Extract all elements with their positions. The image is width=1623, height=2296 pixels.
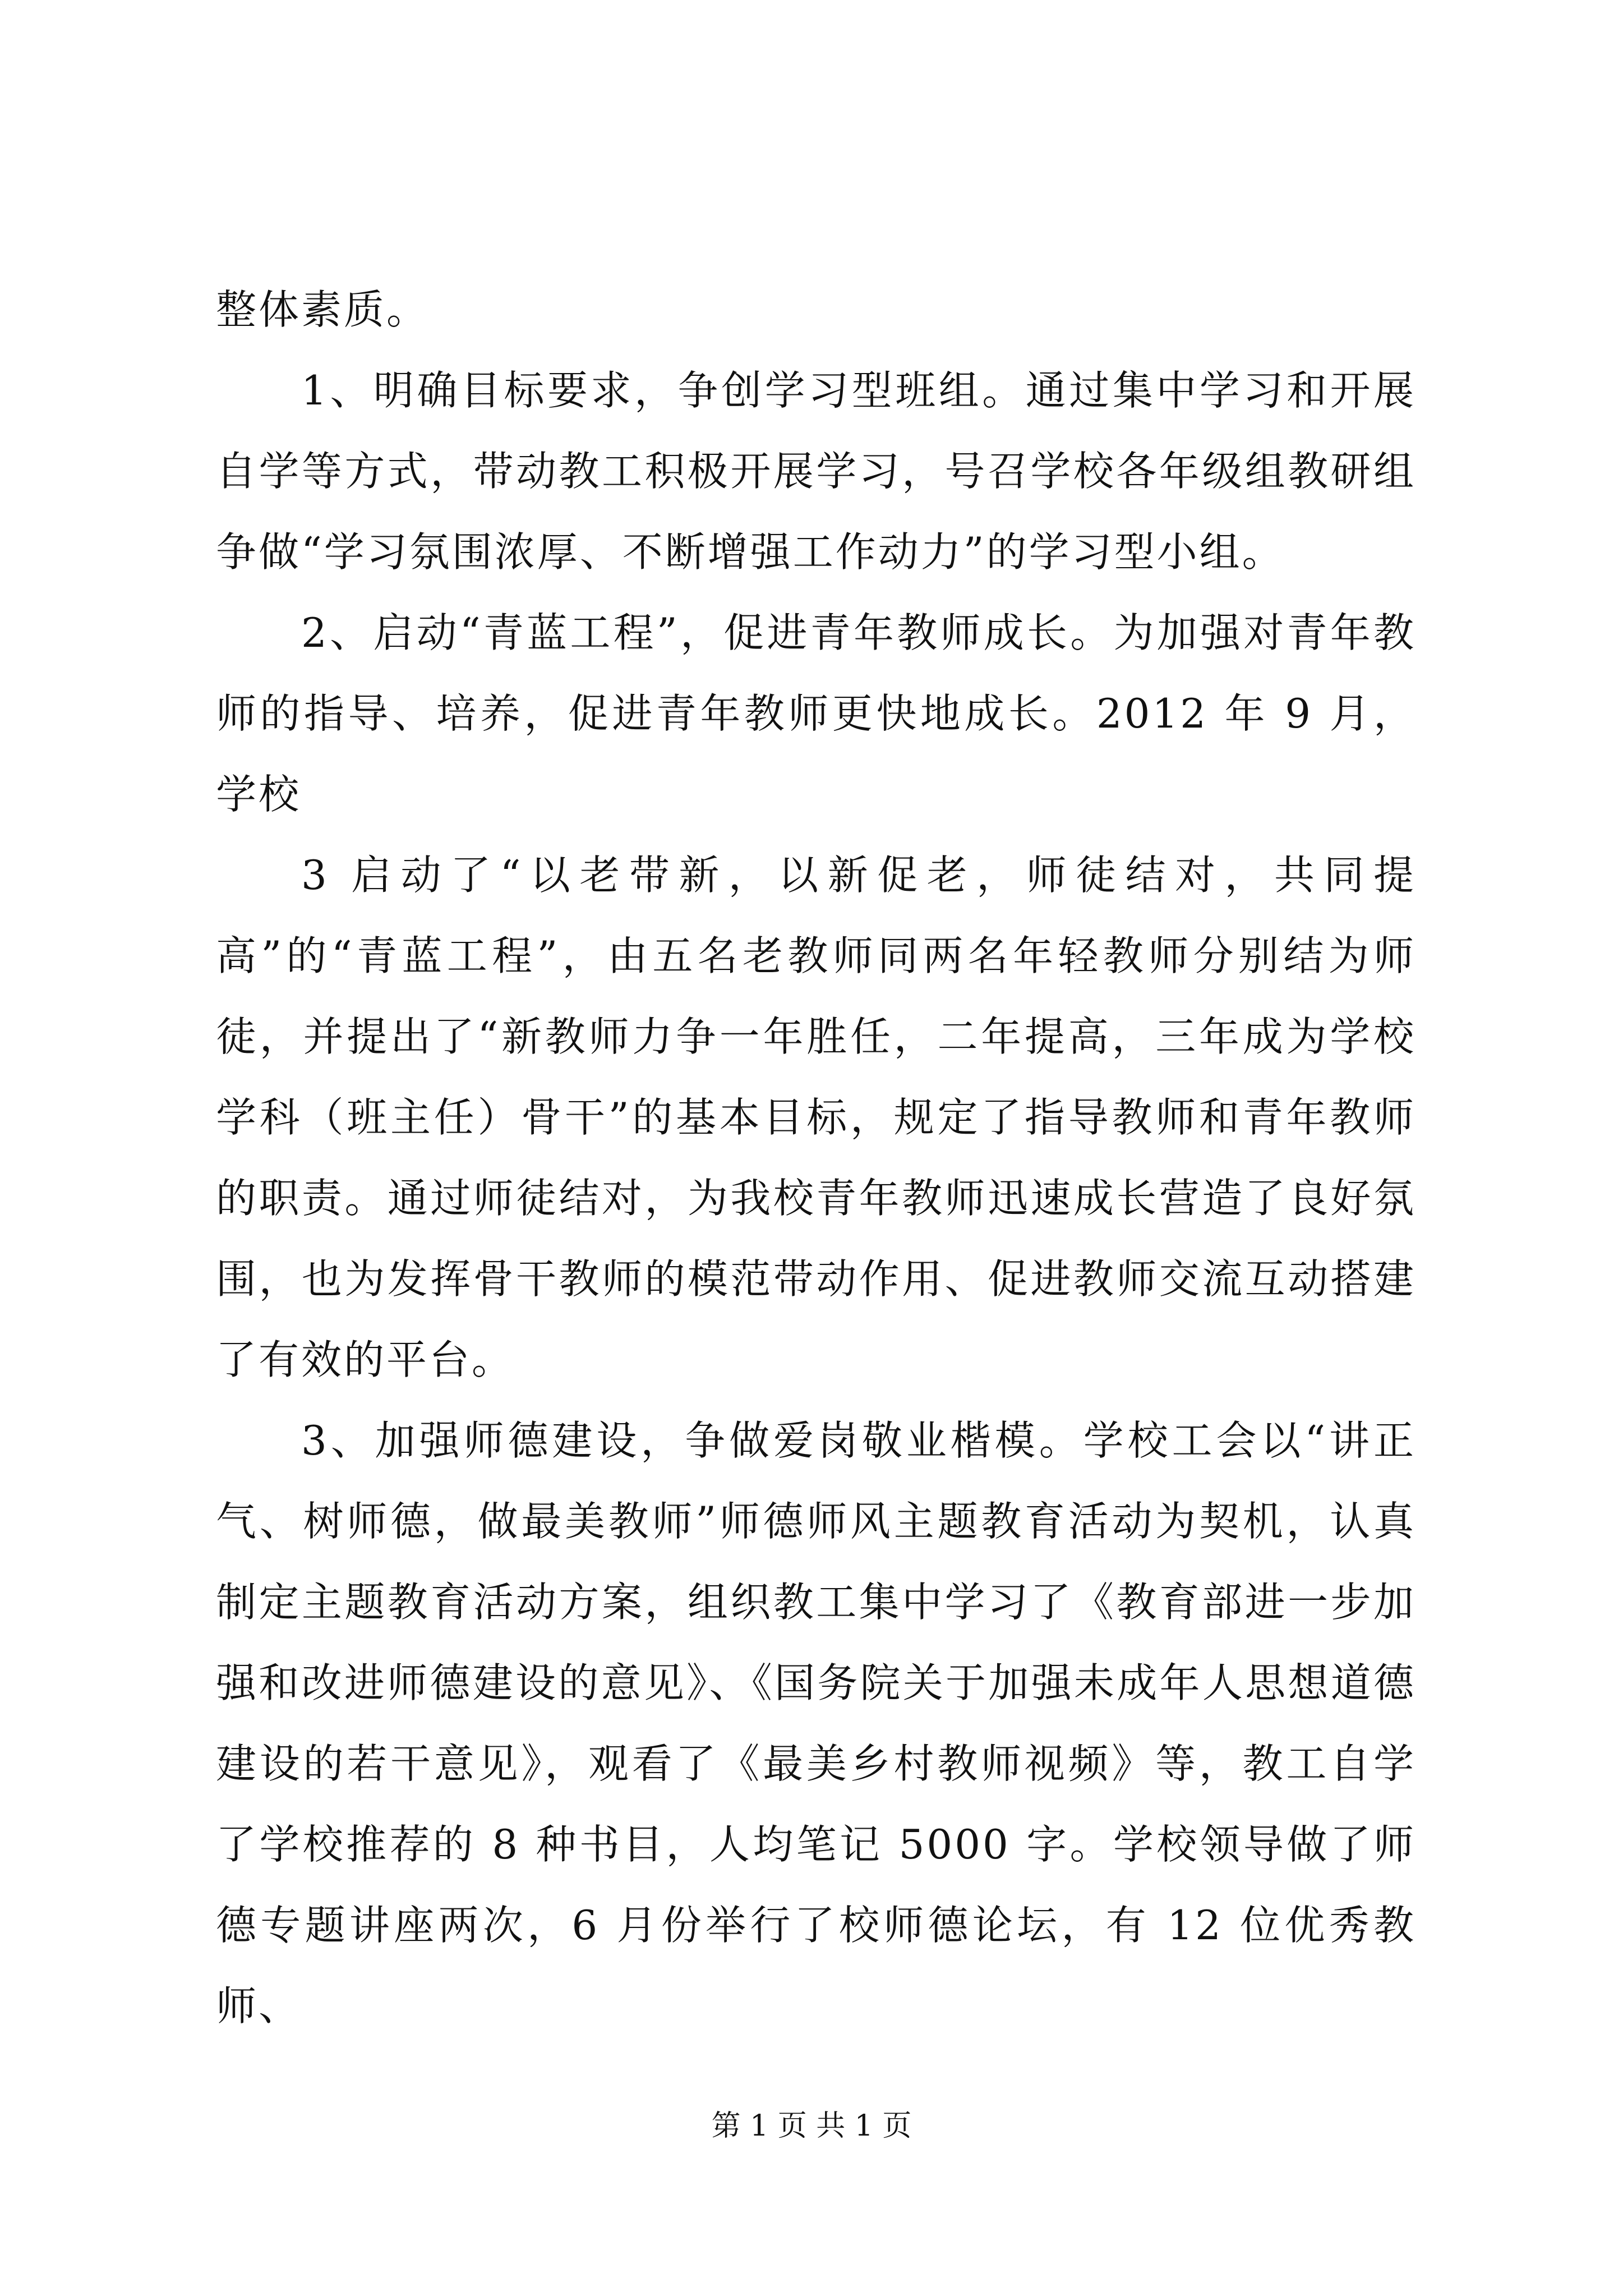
paragraph-item-1: 1、明确目标要求，争创学习型班组。通过集中学习和开展自学等方式，带动教工积极开展学习，号召学校各年级组教研组争做“学习氛围浓厚、不断增强工作动力”的学习型小组。 (216, 367, 1416, 576)
page-footer: 第 1 页 共 1 页 (711, 2109, 912, 2143)
paragraph-item-2: 2、启动“青蓝工程”，促进青年教师成长。为加强对青年教师的指导、培养，促进青年教师更快地成长。2012 年 9 月，学校 (216, 609, 1416, 818)
paragraph-item-3-qinglan: 3 启动了“以老带新，以新促老，师徒结对，共同提高”的“青蓝工程”，由五名老教师同两名年轻教师分别结为师徒，并提出了“新教师力争一年胜任，二年提高，三年成为学校学科（班主任）骨干”的基本目标，规定了指导教师和青年教师的职责。通过师徒结对，为我校青年教师迅速成长营造了良好氛围，也为发挥骨干教师的模范带动作用、促进教师交流互动搭建了有效的平台。 (216, 852, 1416, 1383)
document-body (216, 269, 1416, 2046)
paragraph-item-3-ethics: 3、加强师德建设，争做爱岗敬业楷模。学校工会以“讲正气、树师德，做最美教师”师德师风主题教育活动为契机，认真制定主题教育活动方案，组织教工集中学习了《教育部进一步加强和改进师德建设的意见》、《国务院关于加强未成年人思想道德建设的若干意见》，观看了《最美乡村教师视频》等，教工自学了学校推荐的 8 种书目，人均笔记 5000 字。学校领导做了师德专题讲座两次，6 月份举行了校师德论坛，有 12 位优秀教师、 (216, 1417, 1416, 2030)
paragraph-continuation: 整体素质。 (216, 286, 430, 333)
